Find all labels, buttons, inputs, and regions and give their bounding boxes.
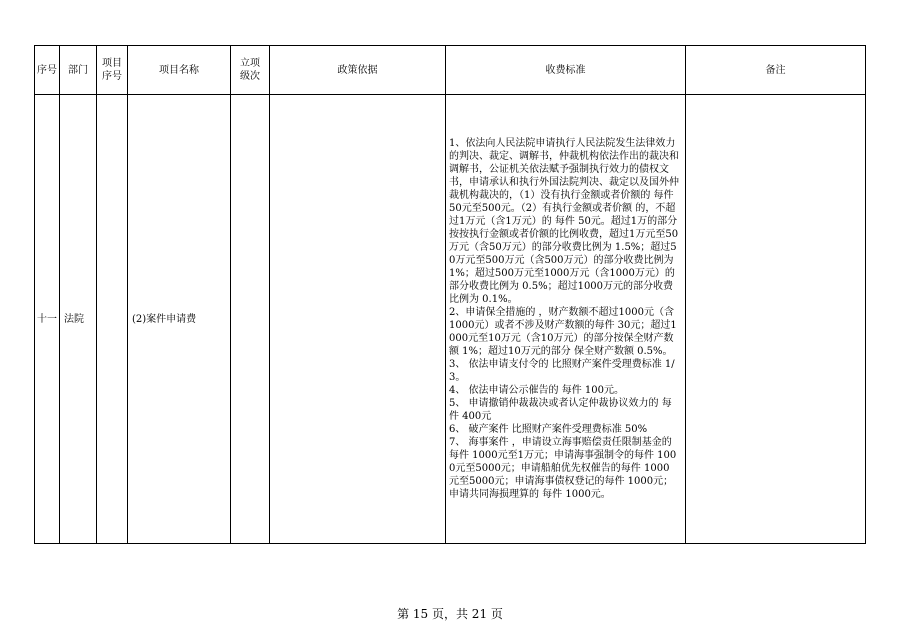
header-row bbox=[35, 46, 866, 95]
fee-table bbox=[34, 45, 866, 544]
header-policy: 政策依据 bbox=[270, 46, 446, 95]
header-level: 立项级次 bbox=[231, 46, 270, 95]
page-number: 第 15 页，共 21 页 bbox=[397, 607, 503, 621]
standard-line: 5、 申请撤销仲裁裁决或者认定仲裁协议效力的 每件 400元 bbox=[449, 398, 672, 422]
cell-seq: 十一 bbox=[35, 95, 60, 544]
cell-item-name: (2)案件申请费 bbox=[128, 95, 231, 544]
header-item-name: 项目名称 bbox=[128, 46, 231, 95]
cell-level bbox=[231, 95, 270, 544]
cell-dept: 法院 bbox=[60, 95, 97, 544]
table-row bbox=[35, 95, 866, 544]
standard-line: 1、依法向人民法院申请执行人民法院发生法律效力的判决、裁定、调解书，仲裁机构依法作出的裁决和调解书，公证机关依法赋予强制执行效力的债权文书，申请承认和执行外国法院判决、裁定以及国外仲裁机构裁决的，（1）没有执行金额或者价额的 每件 50元至500元。（2）有执行金额或者价额 的，不超过1万元（含1万元）的 每件 50元。超过1万的部分按按执行金额或者价额的比例收费，超过1万元至50万元（含50万元）的部分收费比例为 1.5%；超过50万元至500万元（含500万元）的部分收费比例为 1%；超过500万元至1000万元（含1000万元）的部分收费比例为 0.5%；超过1000万元的部分收费比例为 0.1%。 bbox=[449, 138, 679, 305]
header-remark: 备注 bbox=[686, 46, 866, 95]
header-seq: 序号 bbox=[35, 46, 60, 95]
header-standard: 收费标准 bbox=[446, 46, 686, 95]
standard-line: 7、 海事案件 ，申请设立海事赔偿责任限制基金的每件 1000元至1万元；申请海事强制令的每件 1000元至5000元；申请船舶优先权催告的每件 1000元至5000元；申请海事债权登记的每件 1000元；申请共同海损理算的 每件 1000元。 bbox=[449, 437, 677, 500]
cell-remark bbox=[686, 95, 866, 544]
header-dept: 部门 bbox=[60, 46, 97, 95]
standard-line: 2、申请保全措施的 ，财产数额不超过1000元（含1000元）或者不涉及财产数额的每件 30元；超过1000元至10万元（含10万元）的部分按保全财产数额 1%；超过10万元的部分 保全财产数额 0.5%。 bbox=[449, 307, 677, 357]
cell-item-seq bbox=[97, 95, 128, 544]
standard-line: 6、 破产案件 比照财产案件受理费标准 50% bbox=[449, 424, 648, 435]
header-item-seq: 项目序号 bbox=[97, 46, 128, 95]
standard-line: 4、 依法申请公示催告的 每件 100元。 bbox=[449, 385, 624, 396]
standard-line: 3、 依法申请支付令的 比照财产案件受理费标准 1/3。 bbox=[449, 359, 675, 383]
cell-standard bbox=[446, 95, 686, 544]
cell-policy bbox=[270, 95, 446, 544]
